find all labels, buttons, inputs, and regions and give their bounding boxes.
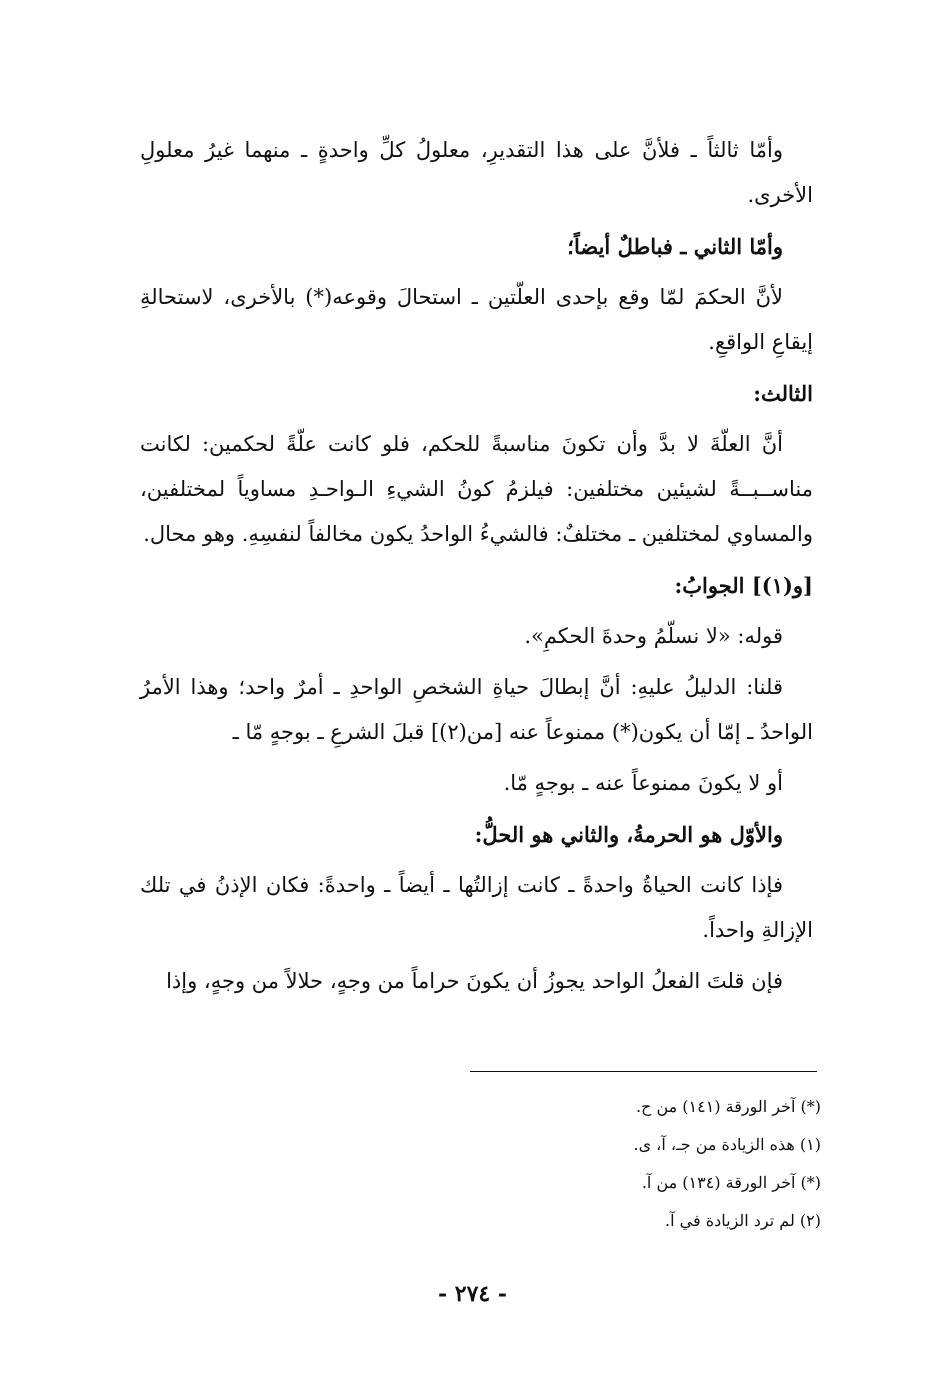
footnote-item: (*) آخر الورقة (١٤١) من ح. bbox=[635, 1097, 821, 1116]
paragraph-ruling-occurrence: لأنَّ الحكمَ لمّا وقع بإحدى العلّتين ـ استحالَ وقوعه(*) بالأخرى، لاستحالةِ إيقاعِ الواقعِ. bbox=[140, 285, 813, 354]
footnote-separator bbox=[470, 1071, 817, 1072]
footnotes bbox=[301, 1088, 821, 1240]
paragraph-if-you-said: فإن قلتَ الفعلُ الواحد يجوزُ أن يكونَ حراماً من وجهٍ، حلالاً من وجهٍ، وإذا bbox=[166, 969, 783, 993]
heading-second-invalid: وأمّا الثاني ـ فباطلٌ أيضاً؛ bbox=[567, 234, 783, 259]
footnote-item: (١) هذه الزيادة من جـ، آ، ى. bbox=[633, 1135, 821, 1154]
paragraph-we-said: قلنا: الدليلُ عليهِ: أنَّ إبطالَ حياةِ الشخصِ الواحدِ ـ أمرٌ واحد؛ وهذا الأمرُ الواحدُ ـ إمّا أن يكون(*) ممنوعاً عنه [من(٢)] قبلَ الشرعِ ـ بوجهٍ مّا ـ bbox=[140, 675, 813, 744]
footnote-item: (٢) لم ترد الزيادة في آ. bbox=[665, 1211, 821, 1230]
paragraph-his-saying: قوله: «لا نسلّمُ وحدةَ الحكمِ». bbox=[524, 624, 783, 648]
paragraph-life-one: فإذا كانت الحياةُ واحدةً ـ كانت إزالتُها ـ أيضاً ـ واحدةً: فكان الإذنُ في تلك الإزالةِ واحداً. bbox=[140, 873, 813, 942]
heading-answer: [و(١)] الجوابُ: bbox=[674, 573, 813, 598]
paragraph-first-second: والأوّل هو الحرمةُ، والثاني هو الحلُّ: bbox=[474, 822, 783, 847]
paragraph-cause-suitability: أنَّ العلّةَ لا بدَّ وأن تكونَ مناسبةً للحكم، فلو كانت علّةً لحكمين: لكانت مناســبــةً لشيئين مختلفين: فيلزمُ كونُ الشيءِ الـواحـدِ مساوياً لمختلفين، والمساوي لمختلفين ـ مختلفٌ: فالشيءُ الواحدُ يكون مخالفاً لنفسِهِ. وهو محال. bbox=[140, 432, 813, 546]
paragraph-third-reason: وأمّا ثالثاً ـ فلأنَّ على هذا التقديرِ، معلولُ كلِّ واحدةٍ ـ منهما غيرُ معلولِ الأخرى. bbox=[140, 138, 813, 207]
page-number: - ٢٧٤ - bbox=[437, 1281, 508, 1307]
main-text bbox=[140, 128, 813, 1010]
paragraph-or-not-prohibited: أو لا يكونَ ممنوعاً عنه ـ بوجهٍ مّا. bbox=[503, 771, 783, 795]
footnote-item: (*) آخر الورقة (١٣٤) من آ. bbox=[641, 1173, 821, 1192]
heading-third: الثالث: bbox=[753, 381, 813, 406]
